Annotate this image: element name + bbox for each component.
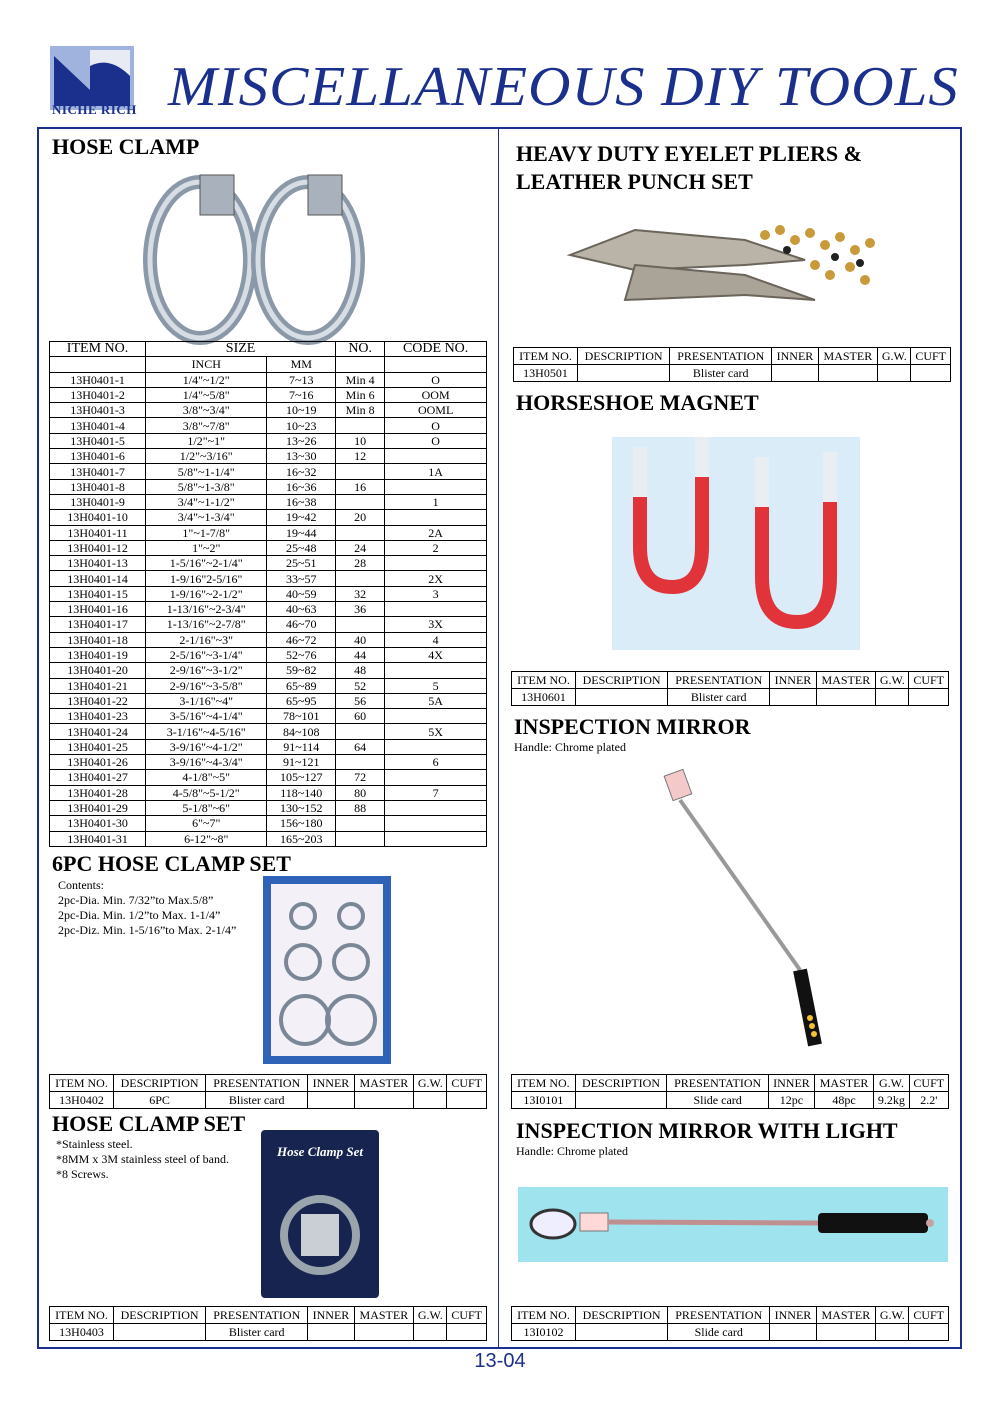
table-cell: 13H0401-7 xyxy=(50,464,146,479)
table-cell: 52~76 xyxy=(267,647,336,662)
table-cell: 65~95 xyxy=(267,693,336,708)
table-cell: 13H0401-26 xyxy=(50,755,146,770)
table-cell: 64 xyxy=(336,739,385,754)
table-cell: 1"~2" xyxy=(146,540,267,555)
mirror-light-title: INSPECTION MIRROR WITH LIGHT xyxy=(516,1118,898,1143)
table-row xyxy=(50,403,487,418)
table-cell: 10 xyxy=(336,433,385,448)
table-cell xyxy=(385,709,487,724)
eyelet-pliers-image xyxy=(565,205,895,315)
six-pc-contents xyxy=(58,878,236,938)
table-cell: 13H0401-31 xyxy=(50,831,146,846)
table-cell: 91~114 xyxy=(267,739,336,754)
table-cell: 48 xyxy=(336,663,385,678)
table-cell: 13H0401-21 xyxy=(50,678,146,693)
table-cell xyxy=(336,464,385,479)
table-cell xyxy=(385,831,487,846)
table-cell: 19~42 xyxy=(267,510,336,525)
hose-set-notes xyxy=(56,1137,229,1182)
table-cell: 44 xyxy=(336,647,385,662)
table-cell: 59~82 xyxy=(267,663,336,678)
table-cell: 5 xyxy=(385,678,487,693)
spec-row: 13H0501 Blister card xyxy=(514,365,951,382)
table-cell: 13~26 xyxy=(267,433,336,448)
table-cell xyxy=(385,739,487,754)
table-cell: 2A xyxy=(385,525,487,540)
clamp-coil-icon xyxy=(275,1192,365,1278)
contents-label: Contents: xyxy=(58,878,105,892)
table-cell: 1 xyxy=(385,494,487,509)
table-cell: 13H0401-2 xyxy=(50,387,146,402)
table-cell: O xyxy=(385,433,487,448)
table-cell: 78~101 xyxy=(267,709,336,724)
hose-set-table xyxy=(49,1306,487,1341)
page-number: 13-04 xyxy=(474,1350,526,1372)
table-cell: 4 xyxy=(385,632,487,647)
table-cell: 13H0401-12 xyxy=(50,540,146,555)
table-cell: 3/4"~1-3/4" xyxy=(146,510,267,525)
table-row xyxy=(50,693,487,708)
col-inch: INCH xyxy=(146,357,267,372)
table-cell: 3-5/16"~4-1/4" xyxy=(146,709,267,724)
table-cell: 13H0401-17 xyxy=(50,617,146,632)
table-cell: 84~108 xyxy=(267,724,336,739)
table-cell xyxy=(336,816,385,831)
table-row xyxy=(50,525,487,540)
table-cell xyxy=(336,617,385,632)
table-cell: 1"~1-7/8" xyxy=(146,525,267,540)
table-cell: 13H0401-11 xyxy=(50,525,146,540)
table-cell: 13H0401-14 xyxy=(50,571,146,586)
table-cell: 165~203 xyxy=(267,831,336,846)
table-cell: Min 8 xyxy=(336,403,385,418)
table-cell: 33~57 xyxy=(267,571,336,586)
table-row xyxy=(50,540,487,555)
column-divider xyxy=(498,127,499,1349)
table-row xyxy=(50,464,487,479)
table-row xyxy=(50,739,487,754)
horseshoe-magnet-image xyxy=(612,437,860,650)
table-cell: 1/4"~1/2" xyxy=(146,372,267,387)
table-cell: 1-13/16"~2-7/8" xyxy=(146,617,267,632)
note-line: *8MM x 3M stainless steel of band. xyxy=(56,1152,229,1166)
table-cell: 91~121 xyxy=(267,755,336,770)
col-mm: MM xyxy=(267,357,336,372)
table-row xyxy=(50,647,487,662)
table-cell: 16~36 xyxy=(267,479,336,494)
table-cell: 3/8"~7/8" xyxy=(146,418,267,433)
table-cell: 1/2"~3/16" xyxy=(146,449,267,464)
col-no: NO. xyxy=(336,342,385,357)
table-row xyxy=(50,494,487,509)
table-cell: 13H0401-22 xyxy=(50,693,146,708)
table-cell: 3-1/16"~4" xyxy=(146,693,267,708)
spec-row: 13H0403 Blister card xyxy=(50,1324,487,1341)
table-row xyxy=(50,831,487,846)
table-row xyxy=(50,449,487,464)
table-header-row xyxy=(50,342,487,357)
table-cell: 72 xyxy=(336,770,385,785)
table-row xyxy=(50,433,487,448)
eyelet-table xyxy=(513,347,951,382)
table-cell: 6"~7" xyxy=(146,816,267,831)
spec-row: 13H0402 6PC Blister card xyxy=(50,1092,487,1109)
table-cell: 1-5/16"~2-1/4" xyxy=(146,556,267,571)
table-row xyxy=(50,800,487,815)
spec-header-row: ITEM NO. DESCRIPTION PRESENTATION INNER MASTER G.W. CUFT xyxy=(512,1075,949,1092)
table-cell: 13H0401-25 xyxy=(50,739,146,754)
table-cell: 13H0401-10 xyxy=(50,510,146,525)
table-row xyxy=(50,770,487,785)
table-cell: 65~89 xyxy=(267,678,336,693)
table-cell xyxy=(336,571,385,586)
table-row xyxy=(50,663,487,678)
table-cell: 13H0401-28 xyxy=(50,785,146,800)
table-cell: 13H0401-13 xyxy=(50,556,146,571)
table-cell: 36 xyxy=(336,602,385,617)
table-cell xyxy=(385,510,487,525)
table-cell: 2-9/16"~3-1/2" xyxy=(146,663,267,678)
table-cell: 13H0401-27 xyxy=(50,770,146,785)
hose-clamp-table xyxy=(49,341,487,847)
table-cell: 13H0401-16 xyxy=(50,602,146,617)
table-cell: 13H0401-15 xyxy=(50,586,146,601)
table-row xyxy=(50,387,487,402)
brand-name: NICHE RICH xyxy=(52,102,137,117)
table-cell: 10~19 xyxy=(267,403,336,418)
hose-set-title: HOSE CLAMP SET xyxy=(52,1111,246,1136)
table-cell: 13H0401-1 xyxy=(50,372,146,387)
col-code-no: CODE NO. xyxy=(385,342,487,357)
six-pc-title: 6PC HOSE CLAMP SET xyxy=(52,851,291,876)
table-cell: 13H0401-9 xyxy=(50,494,146,509)
table-cell: 40~59 xyxy=(267,586,336,601)
table-cell: 13H0401-3 xyxy=(50,403,146,418)
mirror-table xyxy=(511,1074,949,1109)
table-cell: 6-12"~8" xyxy=(146,831,267,846)
table-cell: 7~13 xyxy=(267,372,336,387)
table-cell: 13H0401-24 xyxy=(50,724,146,739)
contents-line: 2pc-Dia. Min. 7/32”to Max.5/8” xyxy=(58,893,214,907)
table-cell: 13H0401-23 xyxy=(50,709,146,724)
eyelet-title-line: LEATHER PUNCH SET xyxy=(516,169,753,194)
table-cell: 13H0401-29 xyxy=(50,800,146,815)
table-cell: 13H0401-5 xyxy=(50,433,146,448)
table-cell xyxy=(385,816,487,831)
table-cell xyxy=(336,724,385,739)
mirror-title: INSPECTION MIRROR xyxy=(514,714,751,739)
table-cell: 2 xyxy=(385,540,487,555)
table-cell: 5/8"~1-3/8" xyxy=(146,479,267,494)
table-row xyxy=(50,785,487,800)
table-subheader-row xyxy=(50,357,487,372)
table-cell: 7 xyxy=(385,785,487,800)
table-row xyxy=(50,755,487,770)
table-cell: 156~180 xyxy=(267,816,336,831)
table-cell: 1-13/16"~2-3/4" xyxy=(146,602,267,617)
table-cell: 5-1/8"~6" xyxy=(146,800,267,815)
table-cell: 3X xyxy=(385,617,487,632)
spec-header-row: ITEM NO. DESCRIPTION PRESENTATION INNER MASTER G.W. CUFT xyxy=(50,1307,487,1324)
table-cell: 56 xyxy=(336,693,385,708)
hose-set-image xyxy=(261,1130,379,1298)
table-cell xyxy=(336,418,385,433)
table-cell: Min 4 xyxy=(336,372,385,387)
table-cell: 3/4"~1-1/2" xyxy=(146,494,267,509)
table-cell xyxy=(385,479,487,494)
table-cell: 40 xyxy=(336,632,385,647)
table-cell: 1/4"~5/8" xyxy=(146,387,267,402)
table-row xyxy=(50,632,487,647)
table-cell: 1/2"~1" xyxy=(146,433,267,448)
table-row xyxy=(50,479,487,494)
mirror-light-table xyxy=(511,1306,949,1341)
table-cell: 52 xyxy=(336,678,385,693)
table-cell: 13H0401-8 xyxy=(50,479,146,494)
table-cell: 4-1/8"~5" xyxy=(146,770,267,785)
spec-header-row: ITEM NO. DESCRIPTION PRESENTATION INNER MASTER G.W. CUFT xyxy=(50,1075,487,1092)
table-cell xyxy=(336,525,385,540)
table-cell: 118~140 xyxy=(267,785,336,800)
table-cell: 16 xyxy=(336,479,385,494)
table-cell: 13H0401-4 xyxy=(50,418,146,433)
table-cell: OOM xyxy=(385,387,487,402)
table-cell xyxy=(385,663,487,678)
table-cell: 32 xyxy=(336,586,385,601)
table-cell: O xyxy=(385,418,487,433)
hose-clamp-title: HOSE CLAMP xyxy=(52,134,200,159)
table-cell: 13~30 xyxy=(267,449,336,464)
page-title: MISCELLANEOUS DIY TOOLS xyxy=(168,56,959,118)
table-cell: 88 xyxy=(336,800,385,815)
table-row xyxy=(50,556,487,571)
table-cell: 7~16 xyxy=(267,387,336,402)
table-cell xyxy=(336,494,385,509)
table-cell xyxy=(385,449,487,464)
pack-label: Hose Clamp Set xyxy=(277,1144,363,1159)
table-row xyxy=(50,617,487,632)
table-cell: 4-5/8"~5-1/2" xyxy=(146,785,267,800)
table-cell: 1-9/16"~2-1/2" xyxy=(146,586,267,601)
six-pc-table xyxy=(49,1074,487,1109)
table-cell: 20 xyxy=(336,510,385,525)
table-cell: 19~44 xyxy=(267,525,336,540)
table-cell: 13H0401-6 xyxy=(50,449,146,464)
table-cell: O xyxy=(385,372,487,387)
spec-row: 13H0601 Blister card xyxy=(512,689,949,706)
spec-row: 13I0101 Slide card 12pc 48pc 9.2kg 2.2' xyxy=(512,1092,949,1109)
table-cell: Min 6 xyxy=(336,387,385,402)
magnet-table xyxy=(511,671,949,706)
table-cell: 4X xyxy=(385,647,487,662)
table-cell: 6 xyxy=(385,755,487,770)
table-cell: 3-9/16"~4-3/4" xyxy=(146,755,267,770)
table-cell xyxy=(385,556,487,571)
table-row xyxy=(50,418,487,433)
table-cell: 13H0401-18 xyxy=(50,632,146,647)
table-row xyxy=(50,816,487,831)
table-row xyxy=(50,678,487,693)
table-cell: 80 xyxy=(336,785,385,800)
table-cell: 3/8"~3/4" xyxy=(146,403,267,418)
table-row xyxy=(50,602,487,617)
table-cell: 60 xyxy=(336,709,385,724)
table-cell xyxy=(385,602,487,617)
table-cell: 13H0401-19 xyxy=(50,647,146,662)
table-cell: 46~70 xyxy=(267,617,336,632)
table-cell: 5X xyxy=(385,724,487,739)
table-cell: 25~51 xyxy=(267,556,336,571)
contents-line: 2pc-Diz. Min. 1-5/16”to Max. 2-1/4” xyxy=(58,923,237,937)
table-cell: 130~152 xyxy=(267,800,336,815)
six-pc-image xyxy=(263,876,391,1064)
table-cell xyxy=(336,831,385,846)
table-cell: 3 xyxy=(385,586,487,601)
eyelet-title-line: HEAVY DUTY EYELET PLIERS & xyxy=(516,141,862,166)
table-cell: 10~23 xyxy=(267,418,336,433)
mirror-note: Handle: Chrome plated xyxy=(514,740,626,754)
table-cell: 12 xyxy=(336,449,385,464)
table-cell: 40~63 xyxy=(267,602,336,617)
hose-clamp-image xyxy=(140,165,380,345)
spec-row: 13I0102 Slide card xyxy=(512,1324,949,1341)
table-cell: 2-9/16"~3-5/8" xyxy=(146,678,267,693)
spec-header-row: ITEM NO. DESCRIPTION PRESENTATION INNER MASTER G.W. CUFT xyxy=(512,672,949,689)
table-row xyxy=(50,372,487,387)
col-size: SIZE xyxy=(146,342,336,357)
table-cell: 3-1/16"~4-5/16" xyxy=(146,724,267,739)
spec-header-row: ITEM NO. DESCRIPTION PRESENTATION INNER MASTER G.W. CUFT xyxy=(514,348,951,365)
table-cell xyxy=(385,770,487,785)
table-cell: 28 xyxy=(336,556,385,571)
inspection-mirror-image xyxy=(640,760,860,1060)
table-cell: 2-1/16"~3" xyxy=(146,632,267,647)
table-cell: 13H0401-30 xyxy=(50,816,146,831)
table-cell: 1A xyxy=(385,464,487,479)
eyelet-title xyxy=(516,140,862,196)
table-cell xyxy=(336,755,385,770)
table-cell: 24 xyxy=(336,540,385,555)
note-line: *8 Screws. xyxy=(56,1167,109,1181)
table-cell xyxy=(385,800,487,815)
table-cell: 2-5/16"~3-1/4" xyxy=(146,647,267,662)
table-cell: 3-9/16"~4-1/2" xyxy=(146,739,267,754)
magnet-title: HORSESHOE MAGNET xyxy=(516,390,759,415)
table-cell: 16~38 xyxy=(267,494,336,509)
table-row xyxy=(50,586,487,601)
table-row xyxy=(50,510,487,525)
table-cell: 46~72 xyxy=(267,632,336,647)
contents-line: 2pc-Dia. Min. 1/2”to Max. 1-1/4” xyxy=(58,908,221,922)
table-cell: OOML xyxy=(385,403,487,418)
mirror-light-note: Handle: Chrome plated xyxy=(516,1144,628,1158)
table-cell: 5A xyxy=(385,693,487,708)
table-cell: 5/8"~1-1/4" xyxy=(146,464,267,479)
table-cell: 16~32 xyxy=(267,464,336,479)
col-item-no: ITEM NO. xyxy=(50,342,146,357)
table-cell: 25~48 xyxy=(267,540,336,555)
table-row xyxy=(50,571,487,586)
table-cell: 13H0401-20 xyxy=(50,663,146,678)
mirror-with-light-image xyxy=(518,1187,948,1262)
table-row xyxy=(50,724,487,739)
note-line: *Stainless steel. xyxy=(56,1137,133,1151)
table-row xyxy=(50,709,487,724)
table-cell: 1-9/16"2-5/16" xyxy=(146,571,267,586)
table-cell: 2X xyxy=(385,571,487,586)
table-cell: 105~127 xyxy=(267,770,336,785)
spec-header-row: ITEM NO. DESCRIPTION PRESENTATION INNER MASTER G.W. CUFT xyxy=(512,1307,949,1324)
